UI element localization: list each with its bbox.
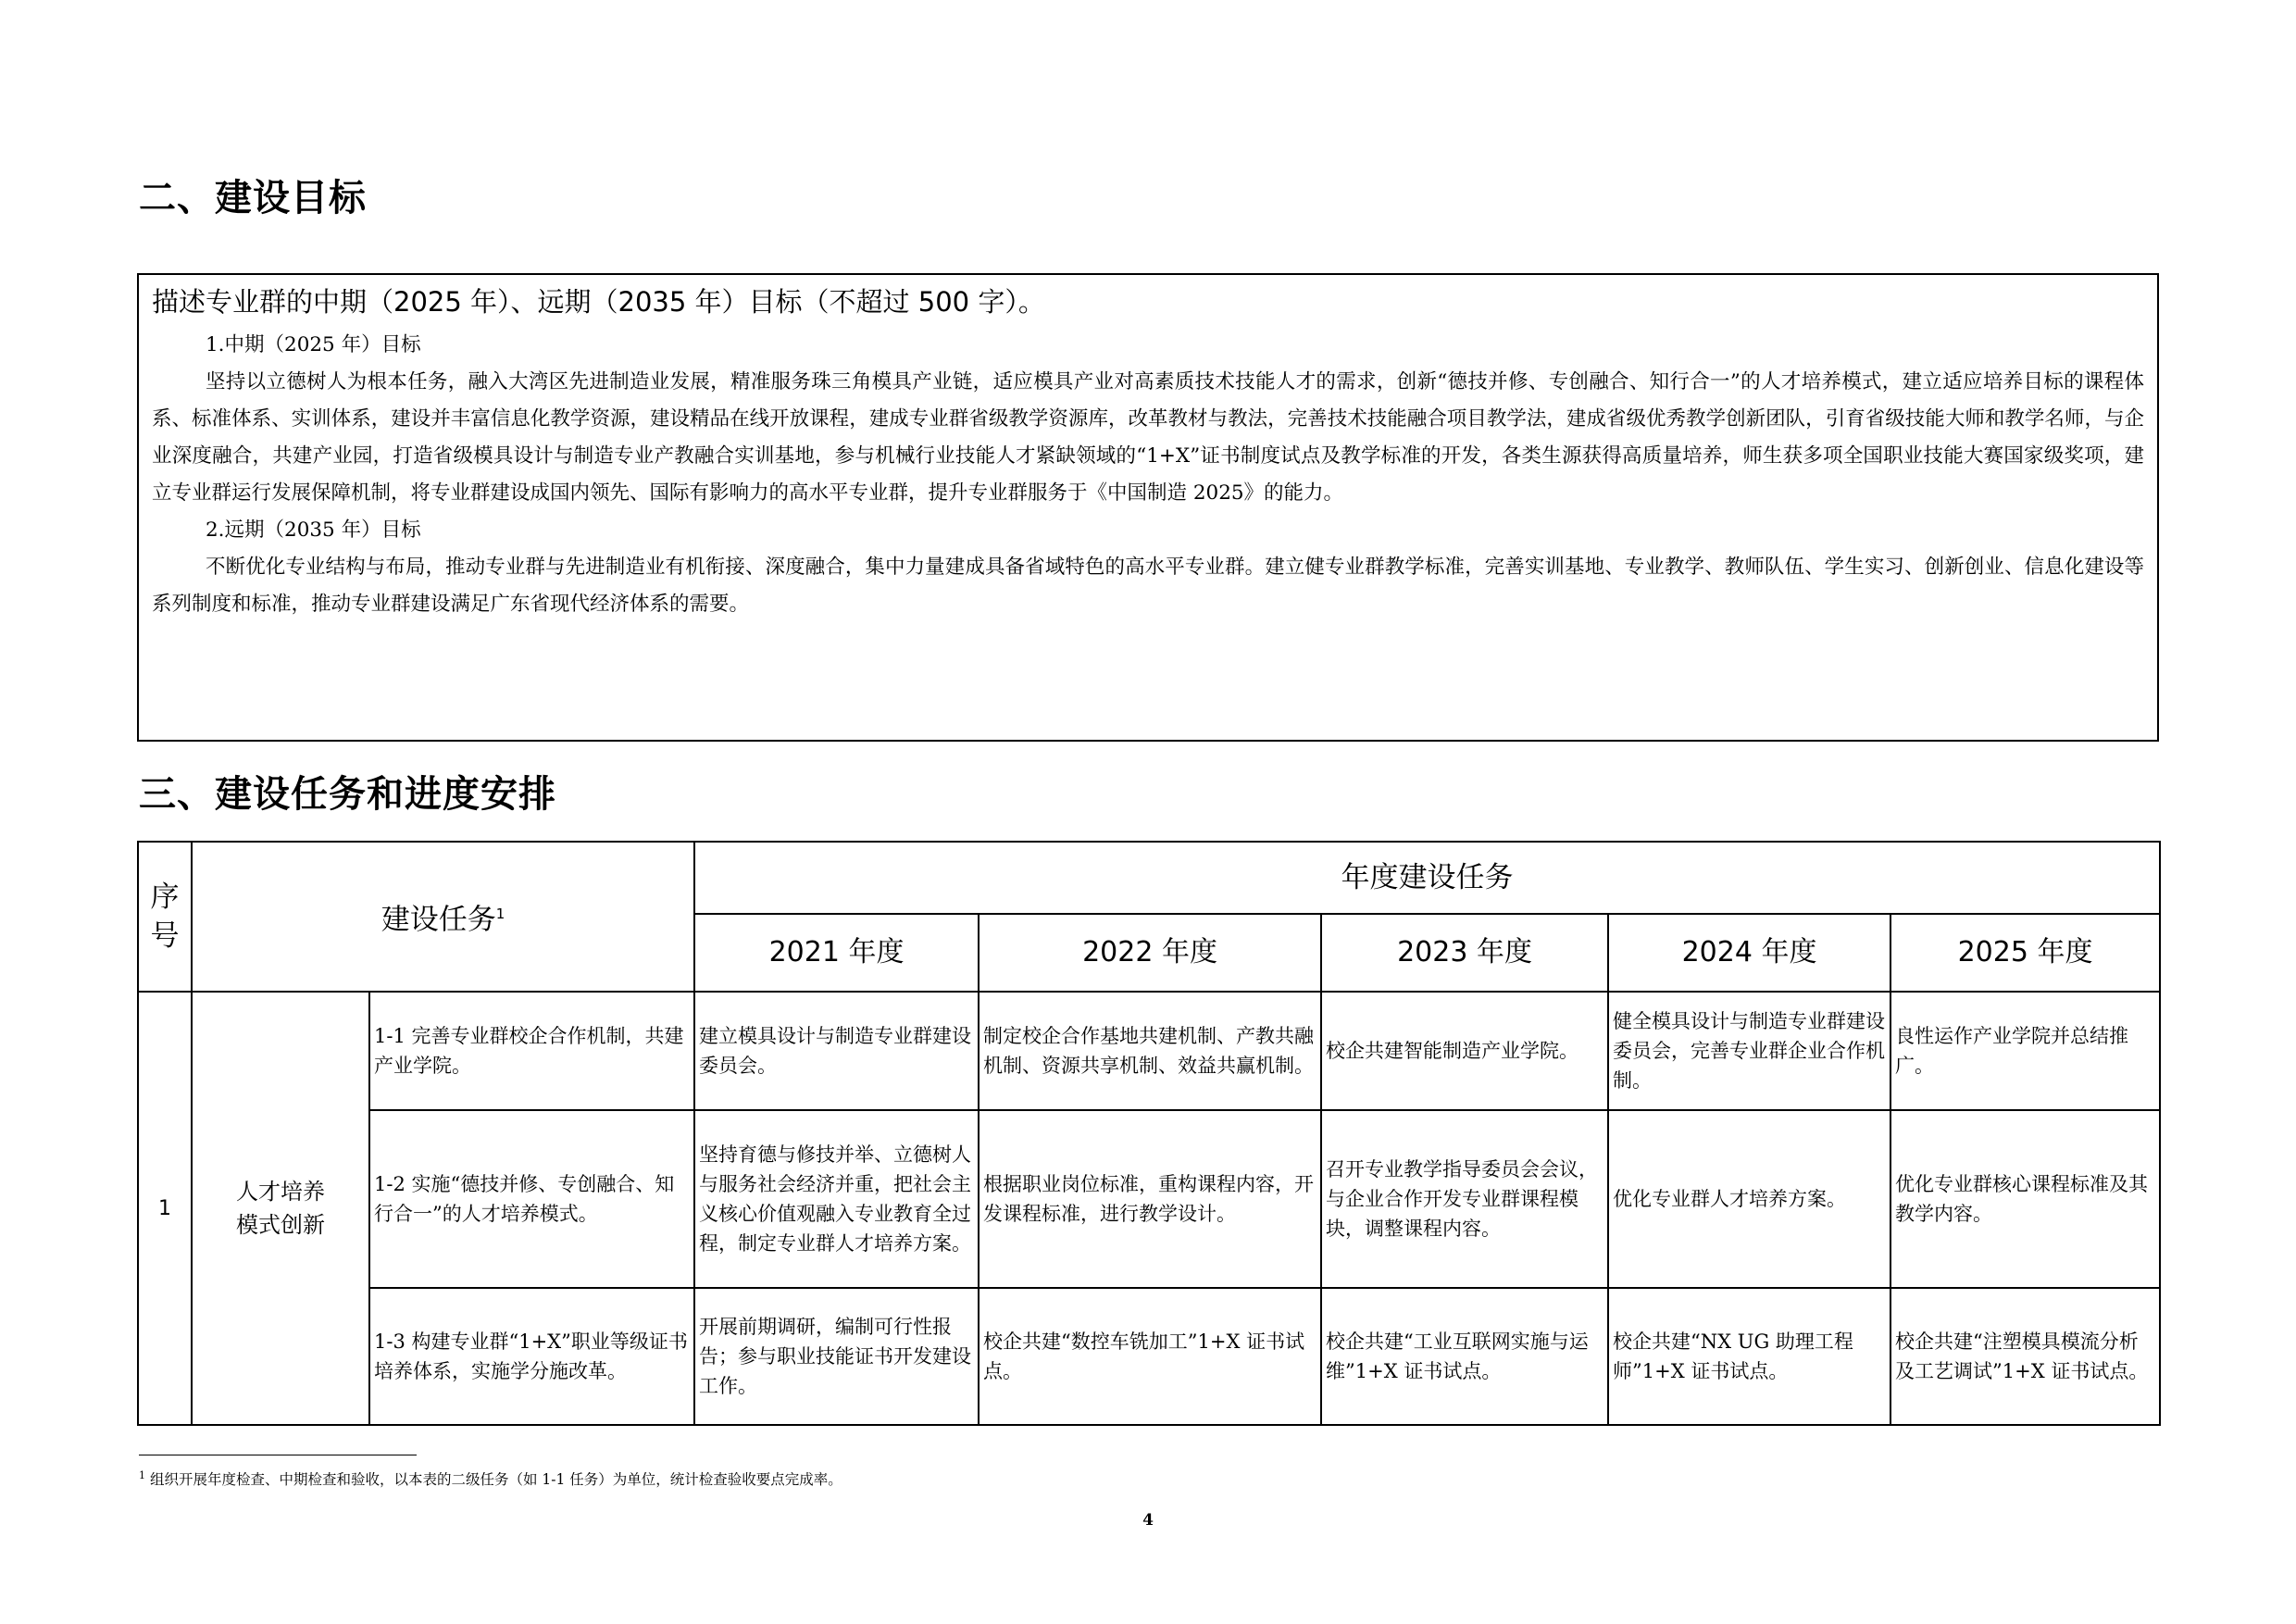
- task-cell: 校企共建“工业互联网实施与运维”1+X 证书试点。: [1321, 1288, 1608, 1425]
- header-task: 建设任务$^1$: [192, 842, 694, 992]
- long-term-heading: 2.远期（2035 年）目标: [206, 518, 421, 542]
- subtask-1-1: 1-1 完善专业群校企合作机制，共建产业学院。: [369, 992, 694, 1110]
- task-cell: 优化专业群核心课程标准及其教学内容。: [1890, 1110, 2160, 1288]
- table-row: [138, 992, 2160, 1110]
- task-cell: 召开专业教学指导委员会会议，与企业合作开发专业群课程模块，调整课程内容。: [1321, 1110, 1608, 1288]
- task-cell: 良性运作产业学院并总结推广。: [1890, 992, 2160, 1110]
- mid-term-heading: 1.中期（2025 年）目标: [206, 333, 421, 356]
- task-cell: 校企共建“NX UG 助理工程师”1+X 证书试点。: [1608, 1288, 1890, 1425]
- task-cell: 优化专业群人才培养方案。: [1608, 1110, 1890, 1288]
- task-cell: 根据职业岗位标准，重构课程内容，开发课程标准，进行教学设计。: [979, 1110, 1321, 1288]
- table-row: [138, 1110, 2160, 1288]
- section-title-goals: 二、建设目标: [139, 177, 367, 219]
- goals-prompt: 描述专业群的中期（2025 年）、远期（2035 年）目标（不超过 500 字）。: [152, 286, 1045, 318]
- goals-box: [137, 273, 2159, 742]
- task-cell: 校企共建“数控车铣加工”1+X 证书试点。: [979, 1288, 1321, 1425]
- year-2021: 2021 年度: [694, 914, 979, 992]
- footnote: [139, 1465, 842, 1491]
- task-cell: 开展前期调研，编制可行性报告；参与职业技能证书开发建设工作。: [694, 1288, 979, 1425]
- tasks-table: [137, 841, 2161, 1426]
- section-title-tasks: 三、建设任务和进度安排: [139, 773, 556, 816]
- footnote-text: 组织开展年度检查、中期检查和验收，以本表的二级任务（如 1-1 任务）为单位，统计检查验收要点完成率。: [149, 1471, 842, 1489]
- task-cell: 健全模具设计与制造专业群建设委员会，完善专业群企业合作机制。: [1608, 992, 1890, 1110]
- year-2025: 2025 年度: [1890, 914, 2160, 992]
- header-seq: 序号: [138, 842, 192, 992]
- year-2022: 2022 年度: [979, 914, 1321, 992]
- table-header-row: [138, 842, 2160, 914]
- subtask-1-2: 1-2 实施“德技并修、专创融合、知行合一”的人才培养模式。: [369, 1110, 694, 1288]
- task-cell: 坚持育德与修技并举、立德树人与服务社会经济并重，把社会主义核心价值观融入专业教育全过程，制定专业群人才培养方案。: [694, 1110, 979, 1288]
- footnote-marker: 1: [139, 1469, 145, 1481]
- task-cell: 校企共建“注塑模具模流分析及工艺调试”1+X 证书试点。: [1890, 1288, 2160, 1425]
- task-cell: 制定校企合作基地共建机制、产教共融机制、资源共享机制、效益共赢机制。: [979, 992, 1321, 1110]
- long-term-text: 不断优化专业结构与布局，推动专业群与先进制造业有机衔接、深度融合，集中力量建成具备省域特色的高水平专业群。建立健专业群教学标准，完善实训基地、专业教学、教师队伍、学生实习、创新创业、信息化建设等系列制度和标准，推动专业群建设满足广东省现代经济体系的需要。: [152, 556, 2144, 616]
- table-row: [138, 1288, 2160, 1425]
- page-number: 4: [1142, 1511, 1154, 1530]
- task-cell: 校企共建智能制造产业学院。: [1321, 992, 1608, 1110]
- year-2023: 2023 年度: [1321, 914, 1608, 992]
- row-number: 1: [138, 992, 192, 1425]
- task-category: 人才培养模式创新: [192, 992, 369, 1425]
- year-2024: 2024 年度: [1608, 914, 1890, 992]
- task-cell: 建立模具设计与制造专业群建设委员会。: [694, 992, 979, 1110]
- header-annual-tasks: 年度建设任务: [694, 842, 2160, 914]
- subtask-1-3: 1-3 构建专业群“1+X”职业等级证书培养体系，实施学分施改革。: [369, 1288, 694, 1425]
- mid-term-text: 坚持以立德树人为根本任务，融入大湾区先进制造业发展，精准服务珠三角模具产业链，适应模具产业对高素质技术技能人才的需求，创新“德技并修、专创融合、知行合一”的人才培养模式，建立适应培养目标的课程体系、标准体系、实训体系，建设并丰富信息化教学资源，建设精品在线开放课程，建成专业群省级教学资源库，改革教材与教法，完善技术技能融合项目教学法，建成省级优秀教学创新团队，引育省级技能大师和教学名师，与企业深度融合，共建产业园，打造省级模具设计与制造专业产教融合实训基地，参与机械行业技能人才紧缺领域的“1+X”证书制度试点及教学标准的开发，各类生源获得高质量培养，师生获多项全国职业技能大赛国家级奖项，建立专业群运行发展保障机制，将专业群建设成国内领先、国际有影响力的高水平专业群，提升专业群服务于《中国制造 2025》的能力。: [152, 370, 2144, 505]
